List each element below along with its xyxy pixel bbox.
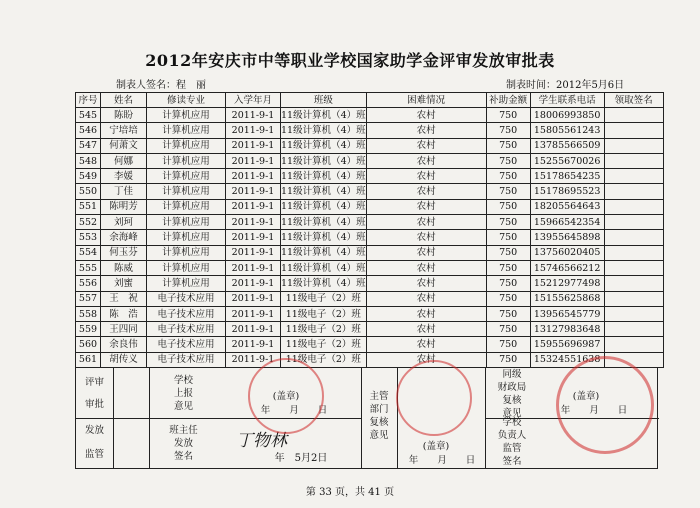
table-cell: 15805561243 (530, 123, 604, 138)
table-cell: 545 (76, 108, 101, 123)
table-row (76, 306, 664, 321)
col-header: 困难情况 (366, 93, 486, 108)
table-row (76, 199, 664, 214)
table-cell: 何娜 (101, 153, 147, 168)
table-cell: 农村 (366, 169, 486, 184)
table-cell: 11级计算机（4）班 (281, 153, 367, 168)
table-cell: 2011-9-1 (226, 337, 281, 352)
seal-placeholder-2: (盖章) (422, 441, 450, 452)
table-cell: 2011-9-1 (226, 352, 281, 367)
table-cell: 电子技术应用 (147, 322, 226, 337)
table-row (76, 245, 664, 260)
table-cell: 547 (76, 138, 101, 153)
table-cell: 计算机应用 (147, 184, 226, 199)
dept-review-label: 主管 部门 复核 意见 (369, 391, 389, 441)
table-cell: 农村 (366, 337, 486, 352)
table-cell: 18205564643 (530, 199, 604, 214)
col-header: 补助金额 (486, 93, 530, 108)
table-cell: 农村 (366, 138, 486, 153)
table-cell: 农村 (366, 230, 486, 245)
table-cell: 552 (76, 215, 101, 230)
table-cell: 刘蜜 (101, 276, 147, 291)
table-cell: 2011-9-1 (226, 199, 281, 214)
table-cell: 548 (76, 153, 101, 168)
table-cell: 陈 浩 (101, 306, 147, 321)
table-cell: 农村 (366, 306, 486, 321)
table-cell (604, 230, 663, 245)
table-cell: 计算机应用 (147, 169, 226, 184)
table-cell: 750 (486, 184, 530, 199)
approval-table (75, 92, 664, 368)
table-cell: 560 (76, 337, 101, 352)
table-cell: 15155625868 (530, 291, 604, 306)
table-cell: 农村 (366, 199, 486, 214)
issue-label: 发放 (84, 425, 104, 436)
table-cell: 11级计算机（4）班 (281, 138, 367, 153)
seal-placeholder-3: (盖章) (572, 391, 600, 402)
table-cell: 农村 (366, 260, 486, 275)
table-cell (604, 245, 663, 260)
table-row (76, 153, 664, 168)
table-cell: 农村 (366, 291, 486, 306)
table-cell: 750 (486, 291, 530, 306)
table-cell: 陈明芳 (101, 199, 147, 214)
page-number: 第 33 页，共 41 页 (305, 487, 395, 498)
table-cell: 2011-9-1 (226, 322, 281, 337)
approve-label: 审批 (84, 399, 104, 410)
table-cell: 农村 (366, 184, 486, 199)
table-cell: 11级电子（2）班 (281, 306, 367, 321)
table-row (76, 138, 664, 153)
table-cell: 宁培培 (101, 123, 147, 138)
table-cell: 计算机应用 (147, 153, 226, 168)
table-cell: 2011-9-1 (226, 169, 281, 184)
table-cell (604, 153, 663, 168)
department-seal-stamp (396, 360, 472, 436)
table-cell: 11级计算机（4）班 (281, 260, 367, 275)
table-cell: 2011-9-1 (226, 184, 281, 199)
table-cell: 11级计算机（4）班 (281, 276, 367, 291)
col-header: 入学年月 (226, 93, 281, 108)
table-cell (604, 138, 663, 153)
table-cell: 750 (486, 260, 530, 275)
table-cell: 2011-9-1 (226, 153, 281, 168)
table-row (76, 215, 664, 230)
table-cell (604, 322, 663, 337)
table-cell: 558 (76, 306, 101, 321)
table-cell: 陈威 (101, 260, 147, 275)
table-cell: 15212977498 (530, 276, 604, 291)
table-cell: 计算机应用 (147, 260, 226, 275)
table-cell: 计算机应用 (147, 215, 226, 230)
table-cell: 何玉芬 (101, 245, 147, 260)
table-cell: 电子技术应用 (147, 352, 226, 367)
table-cell: 15746566212 (530, 260, 604, 275)
table-cell: 750 (486, 245, 530, 260)
col-header: 修读专业 (147, 93, 226, 108)
header-row (76, 93, 664, 108)
review-label: 评审 (84, 377, 104, 388)
table-cell: 2011-9-1 (226, 123, 281, 138)
table-cell: 2011-9-1 (226, 215, 281, 230)
table-cell: 13785566509 (530, 138, 604, 153)
table-cell: 750 (486, 108, 530, 123)
table-row (76, 123, 664, 138)
table-cell: 余良伟 (101, 337, 147, 352)
table-cell: 计算机应用 (147, 245, 226, 260)
supervise-label: 监管 (84, 449, 104, 460)
table-cell: 陈盼 (101, 108, 147, 123)
teacher-signature: 丁物林 (236, 431, 287, 451)
date-placeholder-3: 年 月 日 (560, 405, 628, 416)
date-placeholder-2: 年 月 日 (408, 455, 476, 466)
school-seal-stamp (248, 358, 324, 434)
table-cell: 750 (486, 138, 530, 153)
table-cell: 11级计算机（4）班 (281, 199, 367, 214)
table-cell: 750 (486, 276, 530, 291)
table-cell: 2011-9-1 (226, 245, 281, 260)
table-cell: 11级计算机（4）班 (281, 123, 367, 138)
table-cell (604, 108, 663, 123)
table-cell: 11级计算机（4）班 (281, 230, 367, 245)
table-cell: 15966542354 (530, 215, 604, 230)
table-cell: 561 (76, 352, 101, 367)
table-cell: 553 (76, 230, 101, 245)
table-cell: 554 (76, 245, 101, 260)
table-cell: 11级计算机（4）班 (281, 245, 367, 260)
finance-review-label: 同级 财政局 复核 意见 (497, 369, 527, 419)
table-cell: 11级计算机（4）班 (281, 215, 367, 230)
table-cell: 计算机应用 (147, 276, 226, 291)
preparer-label: 制表人签名：程 丽 (116, 80, 206, 91)
date-label: 制表时间：2012年5月6日 (506, 80, 625, 91)
table-cell: 农村 (366, 108, 486, 123)
table-cell: 13956545779 (530, 306, 604, 321)
table-cell: 农村 (366, 352, 486, 367)
table-cell (604, 260, 663, 275)
table-title: 2012年安庆市中等职业学校国家助学金评审发放审批表 (145, 51, 555, 70)
table-cell (604, 306, 663, 321)
table-cell: 555 (76, 260, 101, 275)
table-cell: 750 (486, 337, 530, 352)
table-cell: 559 (76, 322, 101, 337)
table-cell (604, 215, 663, 230)
school-report-label: 学校 上报 意见 (173, 375, 193, 412)
table-cell: 农村 (366, 245, 486, 260)
table-cell: 李媛 (101, 169, 147, 184)
table-cell: 13756020405 (530, 245, 604, 260)
school-head-label: 学校 负责人 监管 签名 (497, 417, 527, 467)
table-cell: 农村 (366, 215, 486, 230)
table-cell: 556 (76, 276, 101, 291)
table-row (76, 322, 664, 337)
table-cell: 15955696987 (530, 337, 604, 352)
table-cell: 王四同 (101, 322, 147, 337)
col-header: 姓名 (101, 93, 147, 108)
table-row (76, 169, 664, 184)
table-cell: 何萧文 (101, 138, 147, 153)
table-cell: 15255670026 (530, 153, 604, 168)
table-cell: 18006993850 (530, 108, 604, 123)
table-cell: 农村 (366, 276, 486, 291)
table-cell: 750 (486, 215, 530, 230)
table-cell: 2011-9-1 (226, 230, 281, 245)
table-cell: 胡传义 (101, 352, 147, 367)
table-cell: 750 (486, 322, 530, 337)
col-header: 序号 (76, 93, 101, 108)
class-teacher-label: 班主任 发放 签名 (169, 425, 198, 462)
table-cell: 750 (486, 230, 530, 245)
table-cell: 2011-9-1 (226, 276, 281, 291)
table-cell: 11级电子（2）班 (281, 352, 367, 367)
table-cell: 750 (486, 352, 530, 367)
table-cell (604, 291, 663, 306)
table-cell (604, 184, 663, 199)
table-cell: 11级电子（2）班 (281, 291, 367, 306)
table-cell: 农村 (366, 322, 486, 337)
table-cell: 电子技术应用 (147, 291, 226, 306)
table-cell: 11级电子（2）班 (281, 322, 367, 337)
table-row (76, 230, 664, 245)
table-cell: 550 (76, 184, 101, 199)
table-cell: 551 (76, 199, 101, 214)
seal-placeholder-1: (盖章) (272, 391, 300, 402)
table-cell (604, 123, 663, 138)
table-cell: 电子技术应用 (147, 337, 226, 352)
table-cell: 15178695523 (530, 184, 604, 199)
table-cell: 计算机应用 (147, 230, 226, 245)
col-header: 学生联系电话 (530, 93, 604, 108)
table-cell: 549 (76, 169, 101, 184)
table-cell: 王 祝 (101, 291, 147, 306)
date-placeholder-1: 年 月 日 (260, 405, 328, 416)
table-cell: 计算机应用 (147, 108, 226, 123)
table-cell: 15178654235 (530, 169, 604, 184)
table-cell: 计算机应用 (147, 199, 226, 214)
table-cell: 11级电子（2）班 (281, 337, 367, 352)
table-cell: 计算机应用 (147, 138, 226, 153)
table-cell: 农村 (366, 153, 486, 168)
table-cell: 农村 (366, 123, 486, 138)
table-cell: 557 (76, 291, 101, 306)
finance-seal-stamp (556, 356, 654, 454)
col-header: 班级 (281, 93, 367, 108)
table-cell: 546 (76, 123, 101, 138)
table-cell: 电子技术应用 (147, 306, 226, 321)
table-cell: 2011-9-1 (226, 260, 281, 275)
table-cell: 750 (486, 169, 530, 184)
table-cell: 11级计算机（4）班 (281, 184, 367, 199)
table-cell: 11级计算机（4）班 (281, 108, 367, 123)
table-cell (604, 169, 663, 184)
table-row (76, 108, 664, 123)
table-cell: 刘珂 (101, 215, 147, 230)
col-header: 领取签名 (604, 93, 663, 108)
table-cell: 计算机应用 (147, 123, 226, 138)
table-cell (604, 199, 663, 214)
table-cell: 15324551638 (530, 352, 604, 367)
table-cell: 2011-9-1 (226, 108, 281, 123)
table-cell: 13955645898 (530, 230, 604, 245)
table-cell (604, 337, 663, 352)
table-cell: 2011-9-1 (226, 306, 281, 321)
table-cell: 11级计算机（4）班 (281, 169, 367, 184)
table-row (76, 291, 664, 306)
table-cell: 13127983648 (530, 322, 604, 337)
table-row (76, 184, 664, 199)
table-cell: 余海峰 (101, 230, 147, 245)
table-cell (604, 276, 663, 291)
table-cell: 750 (486, 199, 530, 214)
table-cell: 2011-9-1 (226, 138, 281, 153)
table-row (76, 337, 664, 352)
table-cell: 2011-9-1 (226, 291, 281, 306)
teacher-date: 年 5月2日 (274, 453, 328, 464)
table-cell: 750 (486, 123, 530, 138)
table-row (76, 260, 664, 275)
table-cell: 750 (486, 306, 530, 321)
table-cell: 丁佳 (101, 184, 147, 199)
table-cell: 750 (486, 153, 530, 168)
table-row (76, 276, 664, 291)
